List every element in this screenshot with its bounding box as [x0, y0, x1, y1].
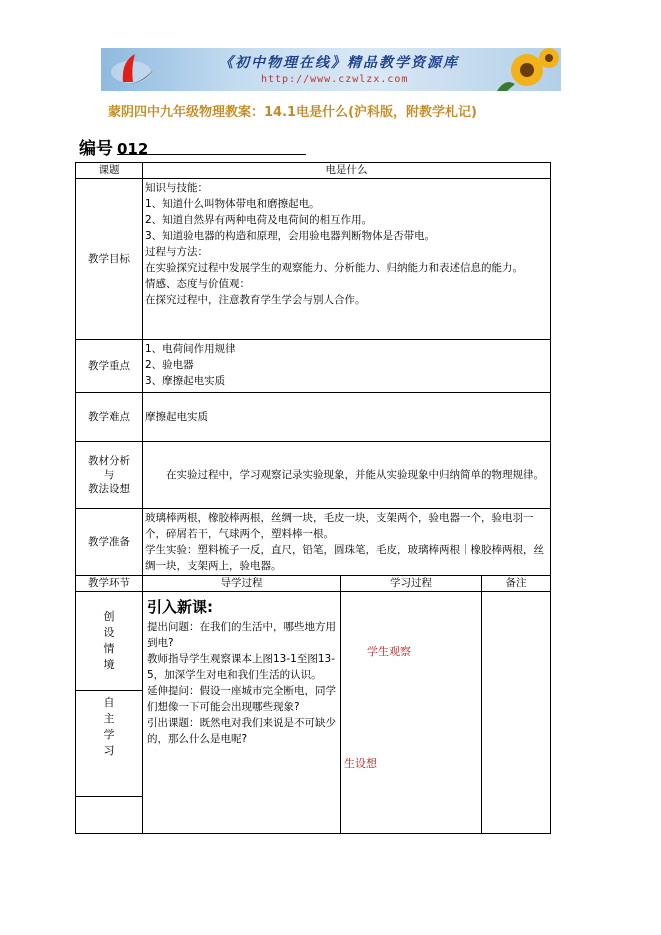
difficulty-value: 摩擦起电实质 [143, 393, 551, 442]
analysis-label [76, 442, 143, 509]
goals-line: 3、知道验电器的构造和原理，会用验电器判断物体是否带电。 [145, 230, 436, 242]
process-title: 引入新课: [147, 598, 213, 616]
table-row-stage1 [76, 592, 551, 691]
analysis-cell [143, 442, 551, 509]
goals-line: 情感、态度与价值观： [145, 278, 250, 290]
goals-line: 1、知道什么叫物体带电和磨擦起电。 [145, 198, 320, 210]
remarks-cell [482, 592, 551, 834]
stage-char: 习 [103, 744, 115, 757]
stage-char: 情 [103, 642, 115, 655]
page-title: 蒙阴四中九年级物理教案：14.1电是什么(沪科版，附教学札记) [108, 105, 477, 120]
stage-self-study [76, 691, 143, 797]
goals-line: 知识与技能： [145, 182, 208, 194]
prep-label: 教学准备 [76, 509, 143, 576]
column-header: 备注 [482, 576, 551, 592]
column-header: 教学环节 [76, 576, 143, 592]
keypoints-label: 教学重点 [76, 340, 143, 393]
learning-process-cell [341, 592, 482, 834]
column-header: 导学过程 [143, 576, 341, 592]
difficulty-label: 教学难点 [76, 393, 143, 442]
banner [101, 48, 561, 91]
analysis-label-line: 教法设想 [88, 483, 130, 495]
learning-note: 生设想 [344, 757, 377, 770]
stage-char: 学 [103, 728, 115, 741]
keypoint-item: 1、电荷间作用规律 [145, 343, 236, 355]
banner-url[interactable]: http://www.czwlzx.com [261, 74, 409, 85]
table-row-difficulty [76, 393, 551, 442]
prep-cell [143, 509, 551, 576]
banner-title: 《初中物理在线》精品教学资源库 [219, 55, 459, 71]
analysis-text: 在实验过程中，学习观察记录实验现象，并能从实验现象中归纳简单的物理规律。 [166, 469, 544, 481]
process-step: 延伸提问：假设一座城市完全断电，同学们想像一下可能会出现哪些现象? [147, 685, 336, 713]
table-row-goals [76, 179, 551, 340]
table-row-keypoints [76, 340, 551, 393]
process-step: 提出问题：在我们的生活中，哪些地方用到电? [147, 621, 336, 649]
stage-char: 设 [103, 626, 115, 639]
table-row-columns [76, 576, 551, 592]
doc-number [79, 134, 148, 159]
logo-icon [109, 52, 157, 86]
goals-line: 过程与方法： [145, 246, 208, 258]
doc-number-label: 编号 [79, 139, 113, 159]
stage-create-situation [76, 592, 143, 691]
lesson-plan-table [75, 162, 551, 834]
goals-line: 在探究过程中，注意教育学生学会与别人合作。 [145, 294, 366, 306]
goals-line: 2、知道自然界有两种电荷及电荷间的相互作用。 [145, 214, 373, 226]
stage-empty [76, 797, 143, 834]
stage-char: 创 [103, 610, 115, 623]
topic-value: 电是什么 [143, 163, 551, 179]
topic-label: 课题 [76, 163, 143, 179]
keypoint-item: 3、摩擦起电实质 [145, 375, 226, 387]
table-row-analysis [76, 442, 551, 509]
guide-process-cell [143, 592, 341, 834]
prep-line: 学生实验：塑料梳子一反，直尺，铅笔，圆珠笔，毛皮，玻璃棒两根｜橡胶棒两根，丝绸一块，支架两上，验电器。 [145, 544, 544, 572]
process-step: 引出课题：既然电对我们来说是不可缺少的，那么什么是电呢? [147, 717, 336, 745]
stage-char: 主 [103, 712, 115, 725]
process-step: 教师指导学生观察课本上图13-1至图13-5，加深学生对电和我们生活的认识。 [147, 653, 335, 681]
prep-line: 玻璃棒两根，橡胶棒两根，丝绸一块，毛皮一块，支架两个，验电器一个，验电羽一个，碎屑若干，气球两个，塑料棒一根。 [145, 512, 534, 540]
analysis-label-line: 教材分析 [88, 455, 130, 467]
doc-number-value: 012 [117, 140, 149, 158]
keypoint-item: 2、验电器 [145, 359, 194, 371]
goals-cell [143, 179, 551, 340]
stage-char: 境 [103, 658, 115, 671]
analysis-label-line: 与 [103, 469, 115, 481]
column-header: 学习过程 [341, 576, 482, 592]
doc-number-underline [117, 154, 306, 155]
sunflower-icon [487, 48, 559, 91]
learning-note: 学生观察 [367, 645, 411, 658]
stage-char: 自 [103, 696, 115, 709]
goals-label: 教学目标 [76, 179, 143, 340]
keypoints-cell [143, 340, 551, 393]
table-row-prep [76, 509, 551, 576]
table-row-topic [76, 163, 551, 179]
goals-line: 在实验探究过程中发展学生的观察能力、分析能力、归纳能力和表述信息的能力。 [145, 262, 523, 274]
